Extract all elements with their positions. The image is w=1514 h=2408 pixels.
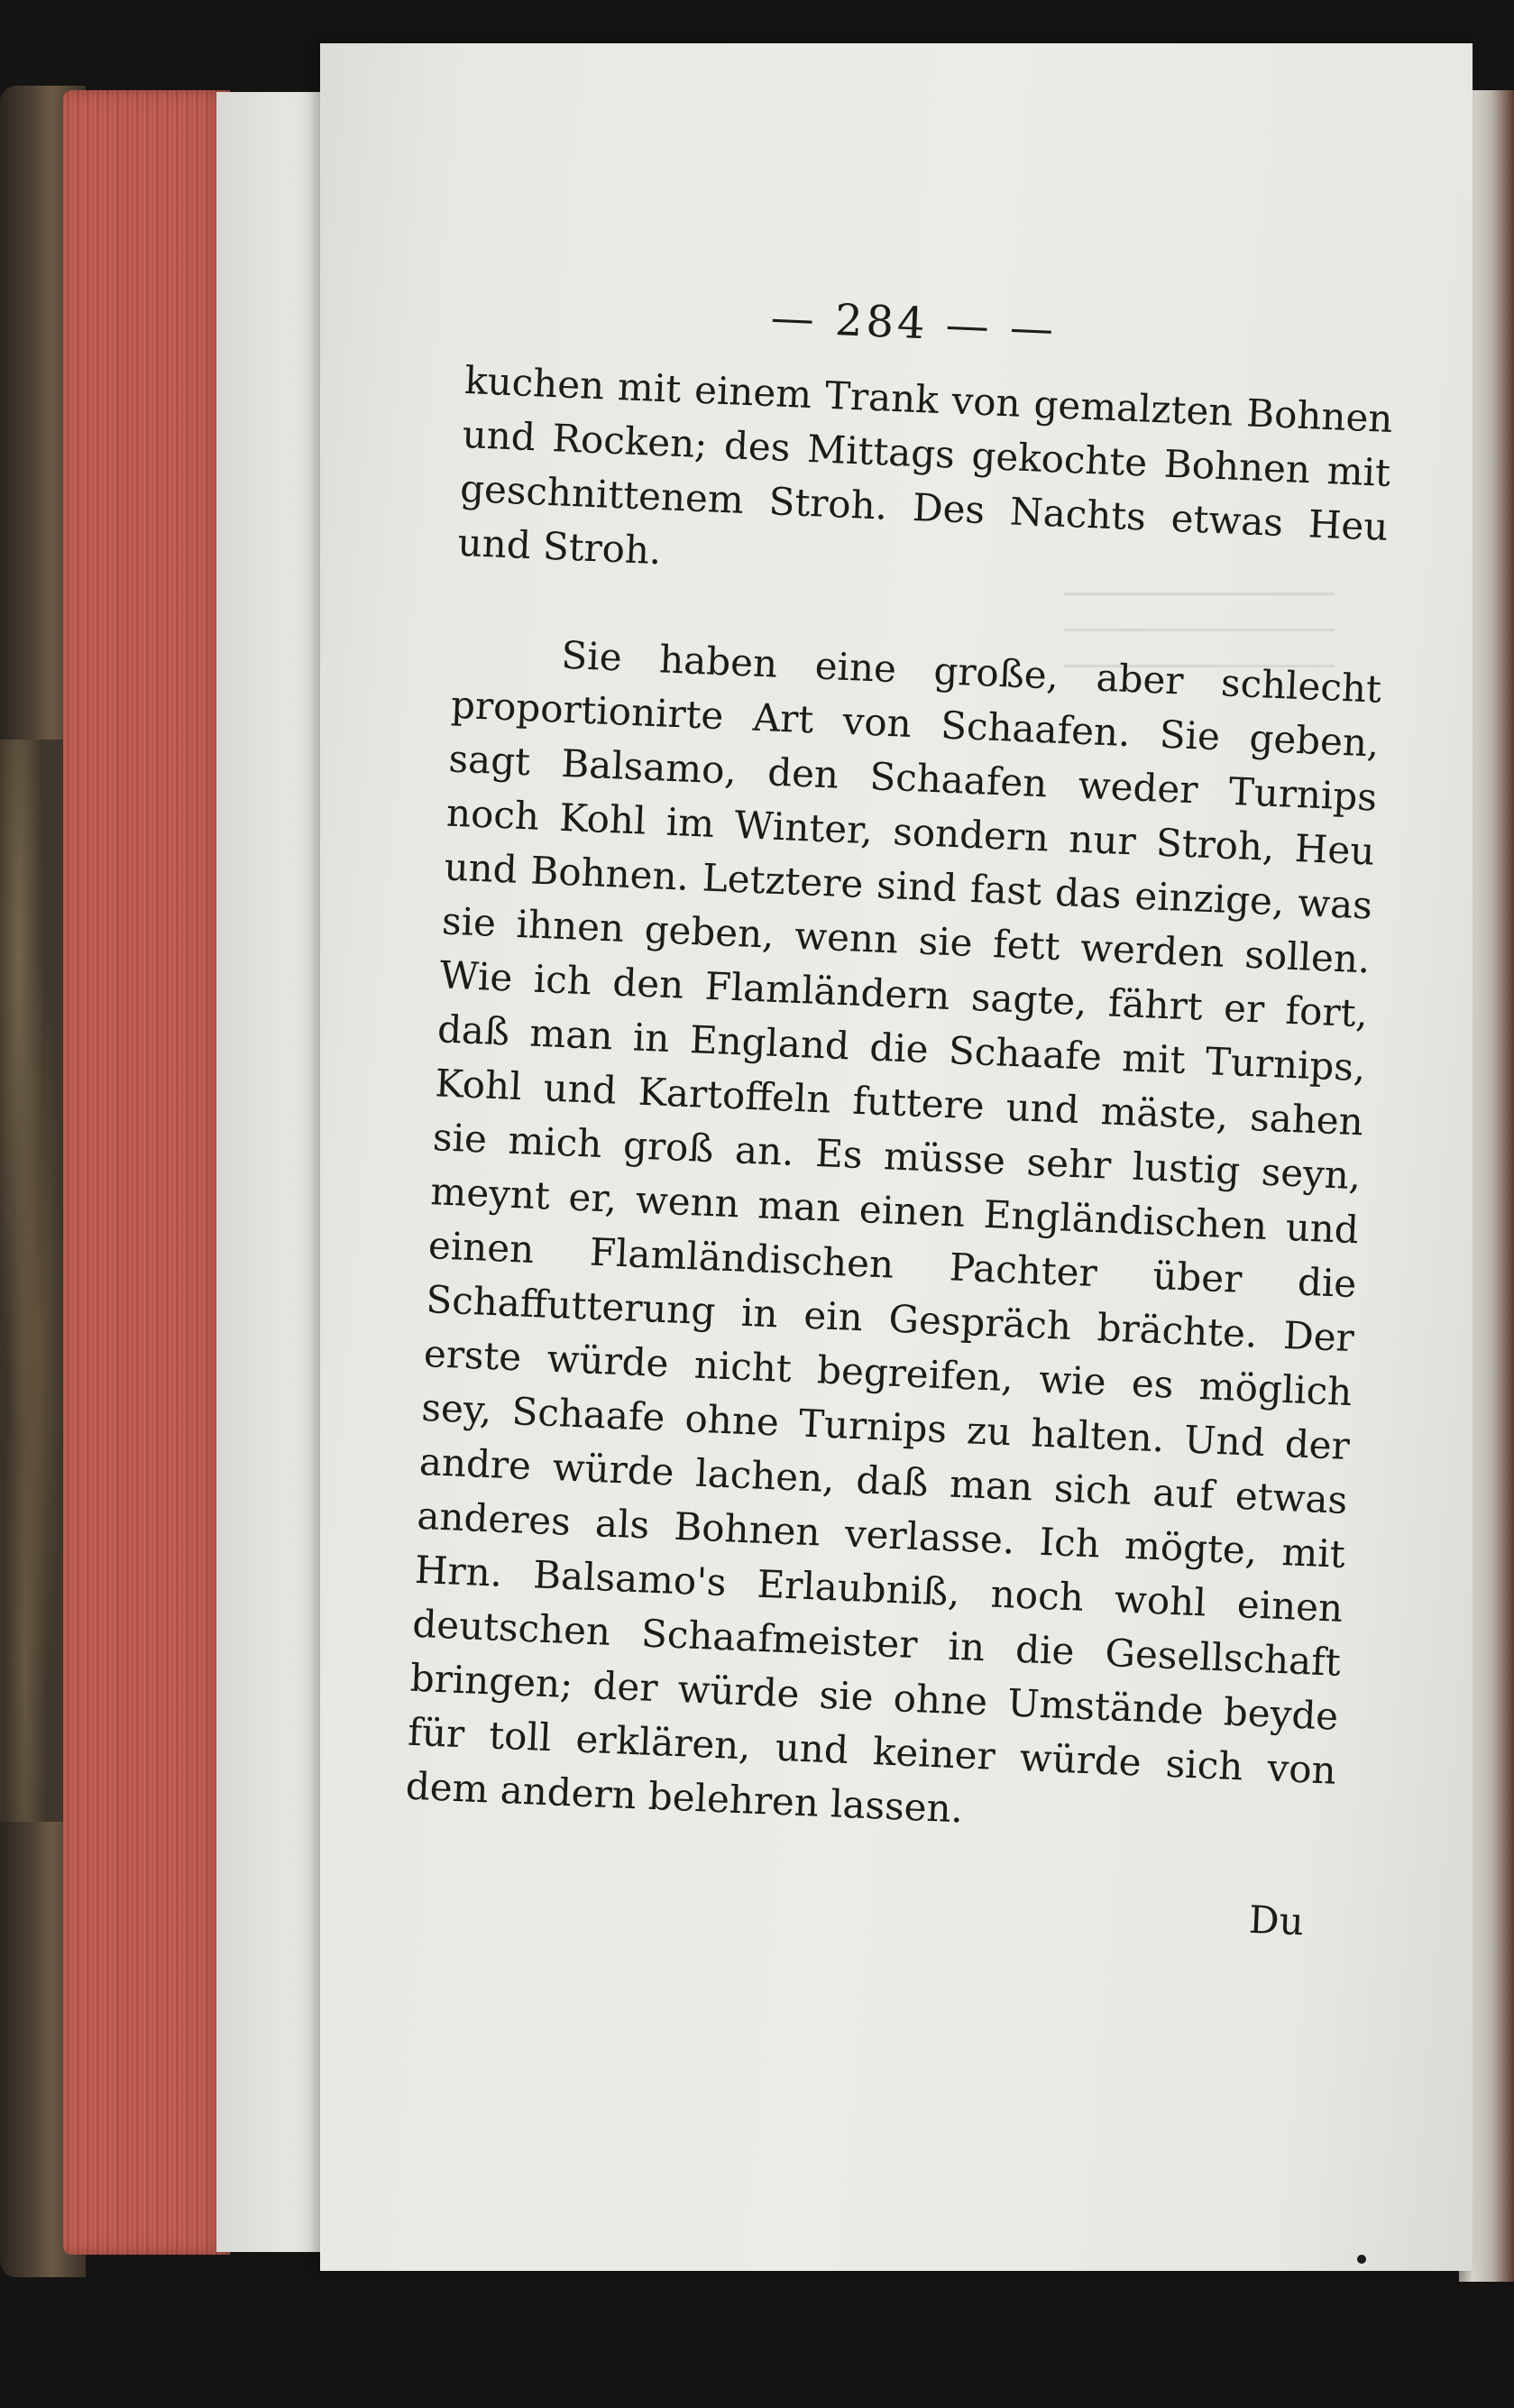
red-page-edges [63, 90, 230, 2255]
catchword: Du [1248, 1897, 1305, 1944]
ink-spot [1357, 2255, 1366, 2264]
paragraph-2: Sie haben eine große, aber schlecht proportionirte Art von Schaafen. Sie geben, sagt Balsamo, den Schaafen weder Turnips noch Kohl im Winter, sondern nur Stroh, Heu und Bohnen. Letztere sind fast das einzige, was sie ihnen geben, wenn sie fett werden sollen. Wie ich den Flamländern sagte, fährt er fort, daß man in England die Schaafe mit Turnips, Kohl und Kartoffeln futtere und mäste, sahen sie mich groß an. Es müsse sehr lustig seyn, meynt er, wenn man einen Engländischen und einen Flamländischen Pachter über die Schaffutterung in ein Gespräch brächte. Der erste würde nicht begreifen, wie es möglich sey, Schaafe ohne Turnips zu halten. Und der andre würde lachen, daß man sich auf etwas anderes als Bohnen verlasse. Ich mögte, mit Hrn. Balsamo's Erlaubniß, noch wohl einen deutschen Schaafmeister in die Gesellschaft bringen; der würde sie ohne Umstände beyde für toll erklären, und keiner würde sich von dem andern belehren lassen. [404, 632, 1382, 1832]
page-number: — 284 — — [769, 292, 1059, 355]
page-stack [216, 92, 334, 2252]
marbled-cover-pattern [0, 740, 63, 1822]
page-text-block [405, 280, 1397, 1852]
paragraph-1: kuchen mit einem Trank von gemalzten Bohnen und Rocken; des Mittags gekochte Bohnen mit geschnittenem Stroh. Des Nachts etwas Heu und Stroh. [456, 357, 1394, 574]
